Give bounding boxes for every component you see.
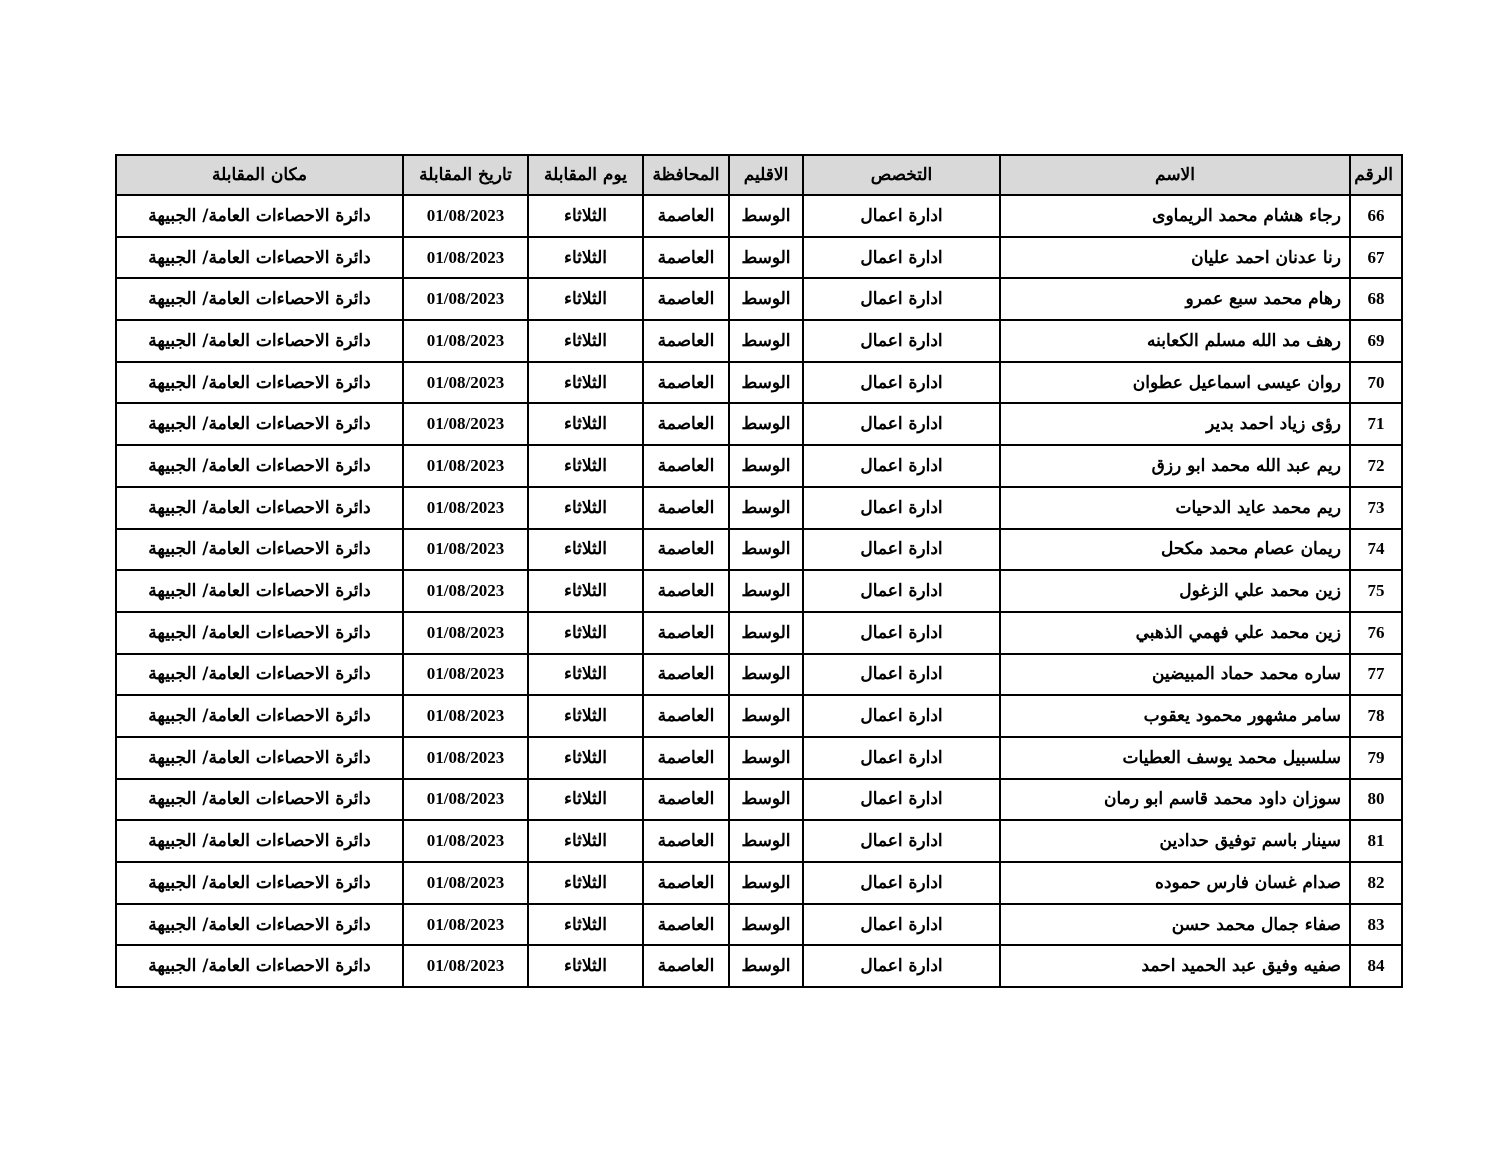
cell-region: الوسط bbox=[729, 320, 803, 362]
cell-name: زين محمد علي فهمي الذهبي bbox=[1000, 612, 1350, 654]
cell-name: ريمان عصام محمد مكحل bbox=[1000, 529, 1350, 571]
table-row bbox=[116, 445, 1402, 487]
cell-num: 74 bbox=[1350, 529, 1402, 571]
cell-region: الوسط bbox=[729, 570, 803, 612]
cell-date: 01/08/2023 bbox=[403, 487, 528, 529]
header-date: تاريخ المقابلة bbox=[403, 155, 528, 195]
cell-name: زين محمد علي الزغول bbox=[1000, 570, 1350, 612]
cell-date: 01/08/2023 bbox=[403, 862, 528, 904]
cell-specialty: ادارة اعمال bbox=[803, 612, 1000, 654]
cell-date: 01/08/2023 bbox=[403, 362, 528, 404]
cell-region: الوسط bbox=[729, 529, 803, 571]
cell-day: الثلاثاء bbox=[528, 278, 643, 320]
cell-governorate: العاصمة bbox=[643, 654, 729, 696]
cell-day: الثلاثاء bbox=[528, 904, 643, 946]
cell-place: دائرة الاحصاءات العامة/ الجبيهة bbox=[116, 195, 403, 237]
cell-region: الوسط bbox=[729, 362, 803, 404]
cell-specialty: ادارة اعمال bbox=[803, 862, 1000, 904]
cell-num: 78 bbox=[1350, 695, 1402, 737]
cell-governorate: العاصمة bbox=[643, 945, 729, 987]
header-name: الاسم bbox=[1000, 155, 1350, 195]
header-day: يوم المقابلة bbox=[528, 155, 643, 195]
cell-specialty: ادارة اعمال bbox=[803, 529, 1000, 571]
cell-num: 76 bbox=[1350, 612, 1402, 654]
cell-region: الوسط bbox=[729, 403, 803, 445]
cell-day: الثلاثاء bbox=[528, 529, 643, 571]
cell-name: ريم محمد عايد الدحيات bbox=[1000, 487, 1350, 529]
cell-region: الوسط bbox=[729, 237, 803, 279]
cell-specialty: ادارة اعمال bbox=[803, 445, 1000, 487]
table-row bbox=[116, 570, 1402, 612]
cell-day: الثلاثاء bbox=[528, 237, 643, 279]
cell-specialty: ادارة اعمال bbox=[803, 362, 1000, 404]
cell-date: 01/08/2023 bbox=[403, 403, 528, 445]
cell-date: 01/08/2023 bbox=[403, 737, 528, 779]
cell-num: 82 bbox=[1350, 862, 1402, 904]
cell-governorate: العاصمة bbox=[643, 320, 729, 362]
cell-date: 01/08/2023 bbox=[403, 278, 528, 320]
table-header bbox=[116, 155, 1402, 195]
table-row bbox=[116, 237, 1402, 279]
cell-day: الثلاثاء bbox=[528, 612, 643, 654]
table-row bbox=[116, 320, 1402, 362]
table-row bbox=[116, 362, 1402, 404]
cell-day: الثلاثاء bbox=[528, 487, 643, 529]
table-row bbox=[116, 695, 1402, 737]
cell-name: رؤى زياد احمد بدير bbox=[1000, 403, 1350, 445]
cell-governorate: العاصمة bbox=[643, 779, 729, 821]
cell-specialty: ادارة اعمال bbox=[803, 779, 1000, 821]
cell-place: دائرة الاحصاءات العامة/ الجبيهة bbox=[116, 237, 403, 279]
cell-place: دائرة الاحصاءات العامة/ الجبيهة bbox=[116, 362, 403, 404]
cell-place: دائرة الاحصاءات العامة/ الجبيهة bbox=[116, 779, 403, 821]
table-row bbox=[116, 737, 1402, 779]
cell-specialty: ادارة اعمال bbox=[803, 904, 1000, 946]
cell-place: دائرة الاحصاءات العامة/ الجبيهة bbox=[116, 904, 403, 946]
cell-specialty: ادارة اعمال bbox=[803, 945, 1000, 987]
cell-date: 01/08/2023 bbox=[403, 529, 528, 571]
cell-region: الوسط bbox=[729, 487, 803, 529]
cell-date: 01/08/2023 bbox=[403, 612, 528, 654]
table-row bbox=[116, 862, 1402, 904]
table-row bbox=[116, 945, 1402, 987]
cell-specialty: ادارة اعمال bbox=[803, 570, 1000, 612]
cell-num: 75 bbox=[1350, 570, 1402, 612]
cell-name: سينار باسم توفيق حدادين bbox=[1000, 820, 1350, 862]
cell-specialty: ادارة اعمال bbox=[803, 654, 1000, 696]
table-row bbox=[116, 403, 1402, 445]
cell-name: ريم عبد الله محمد ابو رزق bbox=[1000, 445, 1350, 487]
table-row bbox=[116, 779, 1402, 821]
cell-day: الثلاثاء bbox=[528, 695, 643, 737]
cell-day: الثلاثاء bbox=[528, 654, 643, 696]
cell-governorate: العاصمة bbox=[643, 278, 729, 320]
cell-governorate: العاصمة bbox=[643, 570, 729, 612]
cell-date: 01/08/2023 bbox=[403, 820, 528, 862]
cell-governorate: العاصمة bbox=[643, 237, 729, 279]
cell-num: 83 bbox=[1350, 904, 1402, 946]
cell-region: الوسط bbox=[729, 904, 803, 946]
cell-day: الثلاثاء bbox=[528, 320, 643, 362]
cell-governorate: العاصمة bbox=[643, 695, 729, 737]
cell-region: الوسط bbox=[729, 945, 803, 987]
table-row bbox=[116, 654, 1402, 696]
cell-place: دائرة الاحصاءات العامة/ الجبيهة bbox=[116, 320, 403, 362]
cell-region: الوسط bbox=[729, 612, 803, 654]
cell-date: 01/08/2023 bbox=[403, 195, 528, 237]
cell-num: 66 bbox=[1350, 195, 1402, 237]
cell-place: دائرة الاحصاءات العامة/ الجبيهة bbox=[116, 529, 403, 571]
cell-governorate: العاصمة bbox=[643, 529, 729, 571]
cell-place: دائرة الاحصاءات العامة/ الجبيهة bbox=[116, 570, 403, 612]
cell-governorate: العاصمة bbox=[643, 195, 729, 237]
cell-place: دائرة الاحصاءات العامة/ الجبيهة bbox=[116, 737, 403, 779]
cell-region: الوسط bbox=[729, 820, 803, 862]
header-row bbox=[116, 155, 1402, 195]
cell-specialty: ادارة اعمال bbox=[803, 195, 1000, 237]
cell-name: رجاء هشام محمد الريماوى bbox=[1000, 195, 1350, 237]
cell-region: الوسط bbox=[729, 695, 803, 737]
cell-specialty: ادارة اعمال bbox=[803, 320, 1000, 362]
cell-date: 01/08/2023 bbox=[403, 945, 528, 987]
cell-date: 01/08/2023 bbox=[403, 237, 528, 279]
cell-place: دائرة الاحصاءات العامة/ الجبيهة bbox=[116, 278, 403, 320]
cell-governorate: العاصمة bbox=[643, 445, 729, 487]
cell-region: الوسط bbox=[729, 779, 803, 821]
cell-num: 69 bbox=[1350, 320, 1402, 362]
cell-num: 68 bbox=[1350, 278, 1402, 320]
cell-place: دائرة الاحصاءات العامة/ الجبيهة bbox=[116, 487, 403, 529]
cell-place: دائرة الاحصاءات العامة/ الجبيهة bbox=[116, 403, 403, 445]
cell-day: الثلاثاء bbox=[528, 362, 643, 404]
cell-governorate: العاصمة bbox=[643, 862, 729, 904]
cell-num: 73 bbox=[1350, 487, 1402, 529]
cell-governorate: العاصمة bbox=[643, 612, 729, 654]
cell-day: الثلاثاء bbox=[528, 945, 643, 987]
cell-day: الثلاثاء bbox=[528, 862, 643, 904]
cell-governorate: العاصمة bbox=[643, 737, 729, 779]
cell-governorate: العاصمة bbox=[643, 820, 729, 862]
table-row bbox=[116, 278, 1402, 320]
cell-region: الوسط bbox=[729, 654, 803, 696]
cell-name: سامر مشهور محمود يعقوب bbox=[1000, 695, 1350, 737]
cell-region: الوسط bbox=[729, 737, 803, 779]
table-row bbox=[116, 820, 1402, 862]
cell-name: صدام غسان فارس حموده bbox=[1000, 862, 1350, 904]
cell-date: 01/08/2023 bbox=[403, 445, 528, 487]
cell-num: 67 bbox=[1350, 237, 1402, 279]
cell-num: 81 bbox=[1350, 820, 1402, 862]
cell-place: دائرة الاحصاءات العامة/ الجبيهة bbox=[116, 945, 403, 987]
cell-place: دائرة الاحصاءات العامة/ الجبيهة bbox=[116, 695, 403, 737]
cell-governorate: العاصمة bbox=[643, 904, 729, 946]
cell-governorate: العاصمة bbox=[643, 487, 729, 529]
cell-specialty: ادارة اعمال bbox=[803, 237, 1000, 279]
cell-num: 79 bbox=[1350, 737, 1402, 779]
cell-date: 01/08/2023 bbox=[403, 779, 528, 821]
cell-governorate: العاصمة bbox=[643, 362, 729, 404]
cell-name: صفاء جمال محمد حسن bbox=[1000, 904, 1350, 946]
cell-day: الثلاثاء bbox=[528, 820, 643, 862]
cell-num: 77 bbox=[1350, 654, 1402, 696]
cell-place: دائرة الاحصاءات العامة/ الجبيهة bbox=[116, 862, 403, 904]
cell-date: 01/08/2023 bbox=[403, 904, 528, 946]
table-row bbox=[116, 904, 1402, 946]
cell-specialty: ادارة اعمال bbox=[803, 278, 1000, 320]
cell-place: دائرة الاحصاءات العامة/ الجبيهة bbox=[116, 820, 403, 862]
cell-name: ساره محمد حماد المبيضين bbox=[1000, 654, 1350, 696]
cell-region: الوسط bbox=[729, 195, 803, 237]
cell-date: 01/08/2023 bbox=[403, 695, 528, 737]
cell-date: 01/08/2023 bbox=[403, 570, 528, 612]
cell-region: الوسط bbox=[729, 445, 803, 487]
cell-day: الثلاثاء bbox=[528, 737, 643, 779]
cell-governorate: العاصمة bbox=[643, 403, 729, 445]
cell-specialty: ادارة اعمال bbox=[803, 695, 1000, 737]
cell-place: دائرة الاحصاءات العامة/ الجبيهة bbox=[116, 445, 403, 487]
cell-name: سوزان داود محمد قاسم ابو رمان bbox=[1000, 779, 1350, 821]
header-specialty: التخصص bbox=[803, 155, 1000, 195]
cell-region: الوسط bbox=[729, 862, 803, 904]
cell-name: صفيه وفيق عبد الحميد احمد bbox=[1000, 945, 1350, 987]
cell-specialty: ادارة اعمال bbox=[803, 737, 1000, 779]
table-row bbox=[116, 612, 1402, 654]
cell-day: الثلاثاء bbox=[528, 570, 643, 612]
cell-specialty: ادارة اعمال bbox=[803, 403, 1000, 445]
cell-day: الثلاثاء bbox=[528, 195, 643, 237]
header-num: الرقم bbox=[1350, 155, 1402, 195]
cell-specialty: ادارة اعمال bbox=[803, 820, 1000, 862]
cell-name: رنا عدنان احمد عليان bbox=[1000, 237, 1350, 279]
cell-date: 01/08/2023 bbox=[403, 654, 528, 696]
cell-region: الوسط bbox=[729, 278, 803, 320]
header-governorate: المحافظة bbox=[643, 155, 729, 195]
interview-schedule-table bbox=[115, 154, 1403, 988]
cell-place: دائرة الاحصاءات العامة/ الجبيهة bbox=[116, 612, 403, 654]
table-row bbox=[116, 529, 1402, 571]
cell-num: 84 bbox=[1350, 945, 1402, 987]
cell-name: رهف مد الله مسلم الكعابنه bbox=[1000, 320, 1350, 362]
cell-day: الثلاثاء bbox=[528, 779, 643, 821]
cell-num: 70 bbox=[1350, 362, 1402, 404]
cell-day: الثلاثاء bbox=[528, 403, 643, 445]
table-row bbox=[116, 487, 1402, 529]
cell-num: 80 bbox=[1350, 779, 1402, 821]
cell-num: 72 bbox=[1350, 445, 1402, 487]
header-region: الاقليم bbox=[729, 155, 803, 195]
header-place: مكان المقابلة bbox=[116, 155, 403, 195]
cell-name: روان عيسى اسماعيل عطوان bbox=[1000, 362, 1350, 404]
cell-num: 71 bbox=[1350, 403, 1402, 445]
cell-date: 01/08/2023 bbox=[403, 320, 528, 362]
cell-place: دائرة الاحصاءات العامة/ الجبيهة bbox=[116, 654, 403, 696]
cell-day: الثلاثاء bbox=[528, 445, 643, 487]
cell-name: رهام محمد سبع عمرو bbox=[1000, 278, 1350, 320]
table-body bbox=[116, 195, 1402, 987]
table-row bbox=[116, 195, 1402, 237]
cell-specialty: ادارة اعمال bbox=[803, 487, 1000, 529]
cell-name: سلسبيل محمد يوسف العطيات bbox=[1000, 737, 1350, 779]
